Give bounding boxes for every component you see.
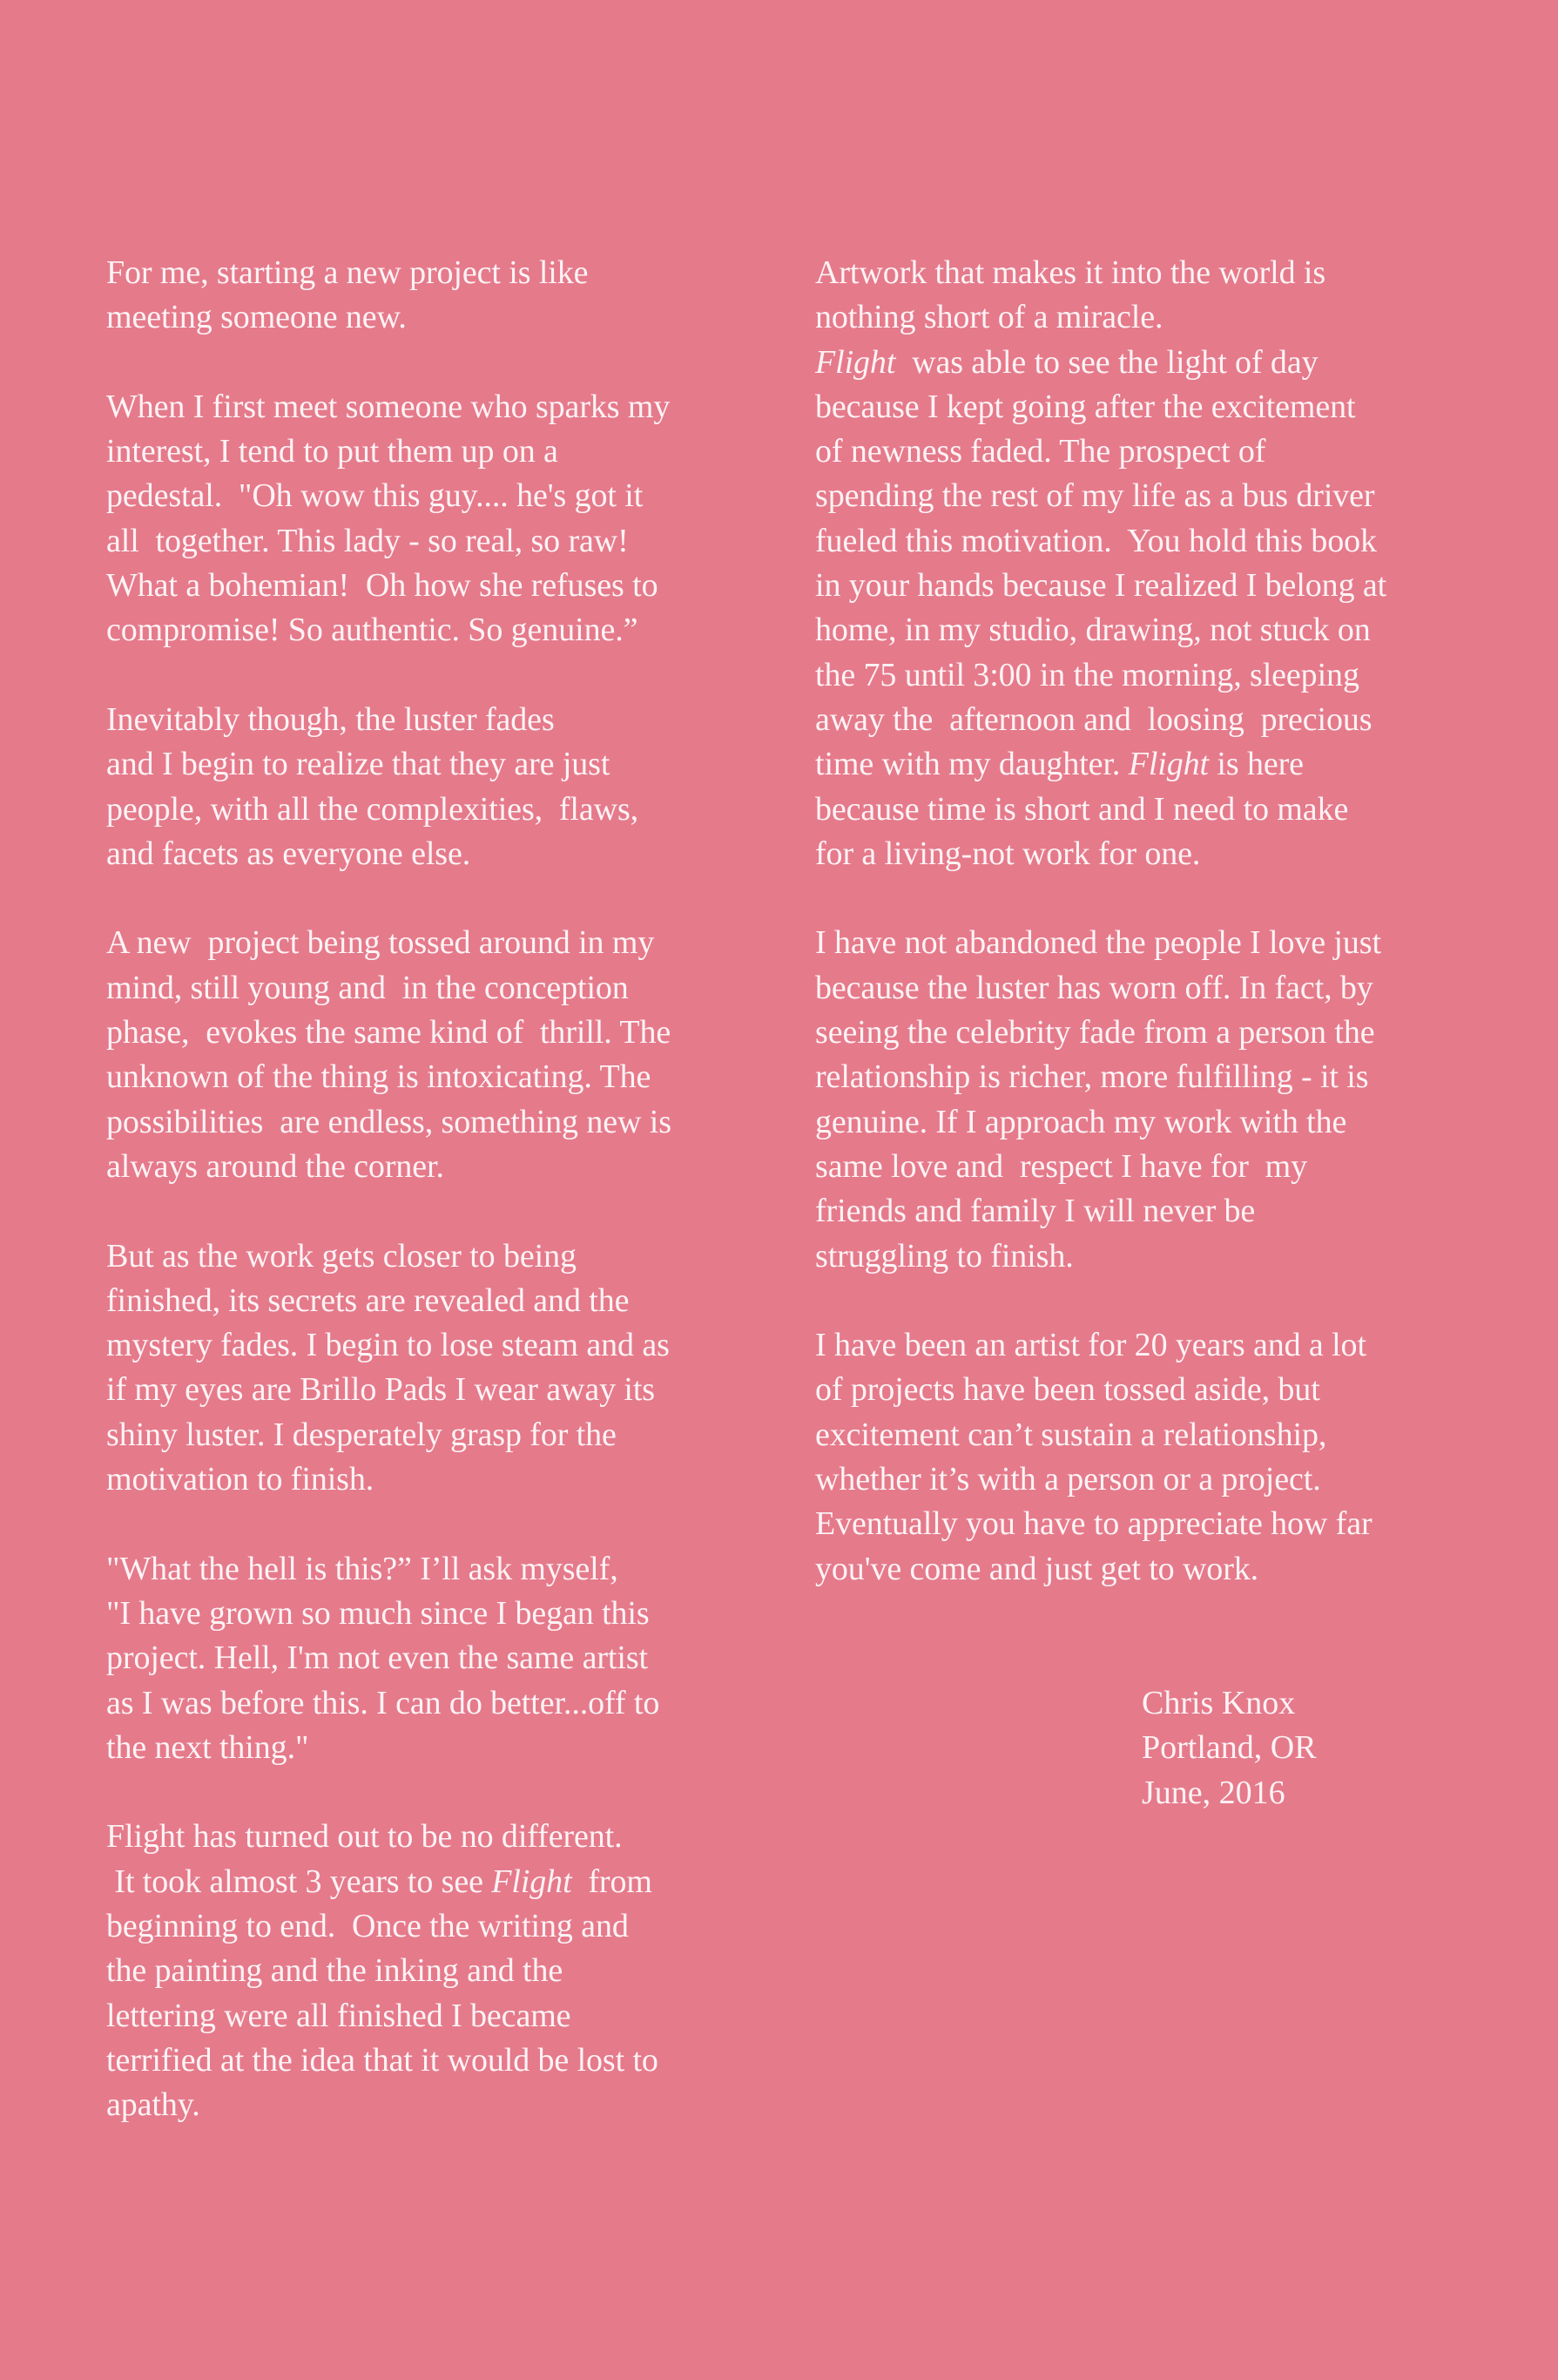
text-line: beginning to end. Once the writing and: [106, 1907, 629, 1944]
text-line: away the afternoon and loosing precious: [815, 700, 1373, 738]
text-line: as I was before this. I can do better...off to: [106, 1684, 660, 1721]
text-line: A new project being tossed around in my: [106, 924, 655, 962]
paragraph: [815, 251, 1486, 876]
italic-title: Flight: [1128, 746, 1209, 783]
text-line: because time is short and I need to make: [815, 790, 1349, 828]
text-line: For me, starting a new project is like: [106, 254, 589, 291]
text-line: because the luster has worn off. In fact, by: [815, 969, 1373, 1006]
text-line: I have not abandoned the people I love just: [815, 924, 1381, 962]
text-line: fueled this motivation. You hold this book: [815, 522, 1377, 559]
text-line: in your hands because I realized I belong at: [815, 567, 1387, 605]
text-line: people, with all the complexities, flaws,: [106, 790, 639, 828]
text-line: home, in my studio, drawing, not stuck on: [815, 612, 1371, 649]
text-line: same love and respect I have for my: [815, 1147, 1308, 1185]
text-line: and I begin to realize that they are just: [106, 746, 610, 783]
text-line: mystery fades. I begin to lose steam and as: [106, 1327, 670, 1364]
text-line: the painting and the inking and the: [106, 1952, 563, 1990]
author-name: Chris Knox: [1142, 1685, 1296, 1721]
text-line: Artwork that makes it into the world is: [815, 254, 1326, 291]
text-line: "What the hell is this?” I’ll ask myself,: [106, 1550, 618, 1587]
text-line: terrified at the idea that it would be lost to: [106, 2041, 658, 2079]
text-line: struggling to finish.: [815, 1237, 1074, 1275]
text-line-with-italic: [106, 1860, 777, 1904]
paragraph: [106, 251, 777, 341]
text-line: of newness faded. The prospect of: [815, 433, 1266, 470]
author-location: Portland, OR: [1142, 1729, 1317, 1767]
text-line: seeing the celebrity fade from a person the: [815, 1014, 1375, 1051]
text-line: nothing short of a miracle.: [815, 299, 1163, 336]
paragraph: [815, 1323, 1486, 1592]
text-line: excitement can’t sustain a relationship,: [815, 1416, 1327, 1453]
text-line: What a bohemian! Oh how she refuses to: [106, 567, 658, 605]
text-line: motivation to finish.: [106, 1461, 374, 1498]
text-line: "I have grown so much since I began this: [106, 1594, 650, 1632]
text-line: you've come and just get to work.: [815, 1550, 1259, 1587]
italic-title: Flight: [815, 343, 896, 381]
text-line: spending the rest of my life as a bus driver: [815, 477, 1375, 515]
text-line: project. Hell, I'm not even the same artist: [106, 1640, 648, 1677]
text-line: But as the work gets closer to being: [106, 1237, 577, 1275]
text-line: because I kept going after the excitement: [815, 388, 1356, 425]
text-line: and facets as everyone else.: [106, 835, 471, 872]
text-line: the next thing.": [106, 1728, 309, 1766]
text-line: possibilities are endless, something new is: [106, 1103, 671, 1140]
text-line: When I first meet someone who sparks my: [106, 388, 671, 425]
text-segment: time with my daughter.: [815, 746, 1129, 783]
text-line: relationship is richer, more fulfilling - it is: [815, 1058, 1369, 1096]
text-line: whether it’s with a person or a project.: [815, 1461, 1321, 1498]
text-line: always around the corner.: [106, 1147, 444, 1185]
left-column: [106, 251, 777, 2173]
text-line: Inevitably though, the luster fades: [106, 700, 555, 738]
text-line: friends and family I will never be: [815, 1193, 1256, 1230]
text-line: lettering were all finished I became: [106, 1997, 571, 2034]
paragraph: [106, 921, 777, 1189]
right-column: [815, 251, 1486, 1636]
text-line: I have been an artist for 20 years and a lot: [815, 1327, 1366, 1364]
text-line: meeting someone new.: [106, 299, 407, 336]
text-line: shiny luster. I desperately grasp for the: [106, 1416, 617, 1453]
text-line: genuine. If I approach my work with the: [815, 1103, 1347, 1140]
paragraph: [106, 1234, 777, 1503]
text-line: unknown of the thing is intoxicating. The: [106, 1058, 651, 1096]
signature-block: [1142, 1681, 1317, 1815]
text-line: compromise! So authentic. So genuine.”: [106, 612, 638, 649]
text-line: interest, I tend to put them up on a: [106, 433, 558, 470]
text-line: the 75 until 3:00 in the morning, sleeping: [815, 656, 1359, 693]
text-line: all together. This lady - so real, so raw!: [106, 522, 629, 559]
text-line: phase, evokes the same kind of thrill. The: [106, 1014, 671, 1051]
paragraph: [815, 921, 1486, 1278]
text-line: if my eyes are Brillo Pads I wear away its: [106, 1371, 655, 1409]
text-line: finished, its secrets are revealed and the: [106, 1281, 630, 1319]
text-line: mind, still young and in the conception: [106, 969, 629, 1006]
text-line: Flight has turned out to be no different.: [106, 1818, 623, 1856]
signature-date: June, 2016: [1142, 1774, 1285, 1811]
text-line: pedestal. "Oh wow this guy.... he's got it: [106, 477, 644, 515]
paragraph: [106, 1547, 777, 1770]
text-line: Eventually you have to appreciate how far: [815, 1505, 1373, 1543]
text-line: apathy.: [106, 2086, 200, 2124]
text-line: for a living-not work for one.: [815, 835, 1201, 872]
italic-title: Flight: [491, 1863, 572, 1900]
text-segment: from: [571, 1863, 652, 1900]
paragraph: [106, 1815, 777, 2127]
paragraph: [106, 385, 777, 653]
paragraph: [106, 698, 777, 876]
text-line-with-italic: [815, 341, 1486, 385]
text-line: of projects have been tossed aside, but: [815, 1371, 1320, 1409]
text-segment: It took almost 3 years to see: [106, 1863, 492, 1900]
text-segment: was able to see the light of day: [895, 343, 1319, 381]
text-segment: is here: [1209, 746, 1304, 783]
text-line-with-italic: [815, 742, 1486, 787]
